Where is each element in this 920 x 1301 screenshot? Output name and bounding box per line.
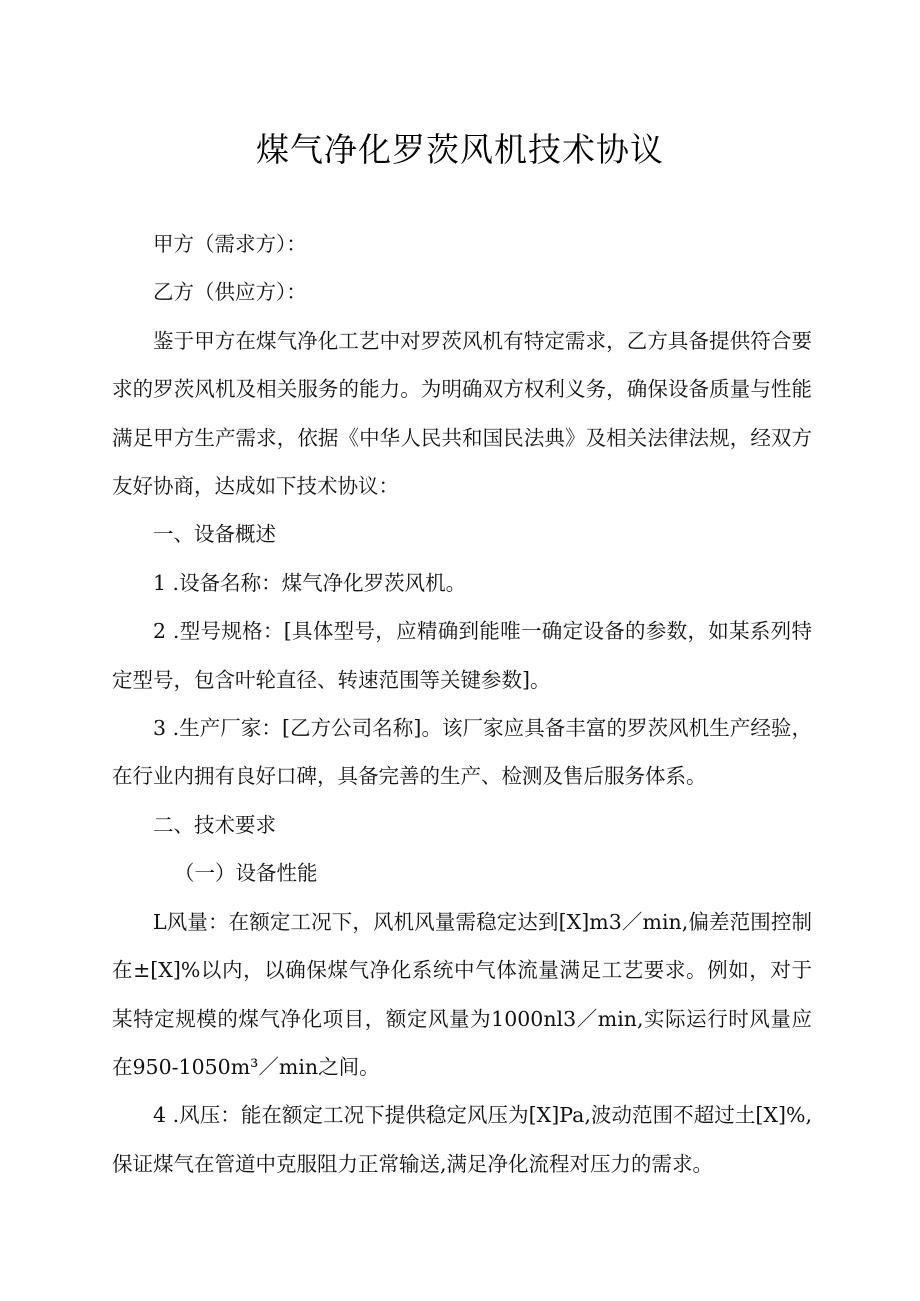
clause-manufacturer: 3 .生产厂家：[乙方公司名称]。该厂家应具备丰富的罗茨风机生产经验，在行业内拥有良好口碑，具备完善的生产、检测及售后服务体系。 [112, 716, 812, 789]
document-body [112, 220, 812, 1188]
document-title: 煤气净化罗茨风机技术协议 [256, 130, 664, 169]
party-b-line: 乙方（供应方）： [153, 280, 307, 305]
section-heading-technical-requirements: 二、技术要求 [153, 812, 276, 837]
preamble-paragraph: 鉴于甲方在煤气净化工艺中对罗茨风机有特定需求，乙方具备提供符合要求的罗茨风机及相关服务的能力。为明确双方权利义务，确保设备质量与性能满足甲方生产需求，依据《中华人民共和国民法典》及相关法律法规，经双方友好协商，达成如下技术协议： [112, 328, 812, 499]
clause-air-pressure: 4 .风压：能在额定工况下提供稳定风压为[X]Pa,波动范围不超过土[X]%,保证煤气在管道中克服阻力正常输送,满足净化流程对压力的需求。 [112, 1103, 812, 1176]
subsection-heading-equipment-performance: （一）设备性能 [174, 861, 318, 886]
clause-air-volume: L风量：在额定工况下，风机风量需稳定达到[X]m3／min,偏差范围控制在±[X]%以内，以确保煤气净化系统中气体流量满足工艺要求。例如，对于某特定规模的煤气净化项目，额定风量为1000nl3／min,实际运行时风量应在950-1050m³／min之间。 [112, 909, 812, 1079]
party-a-line: 甲方（需求方）： [153, 232, 307, 256]
clause-equipment-name: 1 .设备名称：煤气净化罗茨风机。 [153, 570, 467, 595]
clause-model-spec: 2 .型号规格：[具体型号，应精确到能唯一确定设备的参数，如某系列特定型号，包含叶轮直径、转速范围等关键参数]。 [112, 619, 812, 692]
section-heading-equipment-overview: 一、设备概述 [153, 522, 276, 547]
